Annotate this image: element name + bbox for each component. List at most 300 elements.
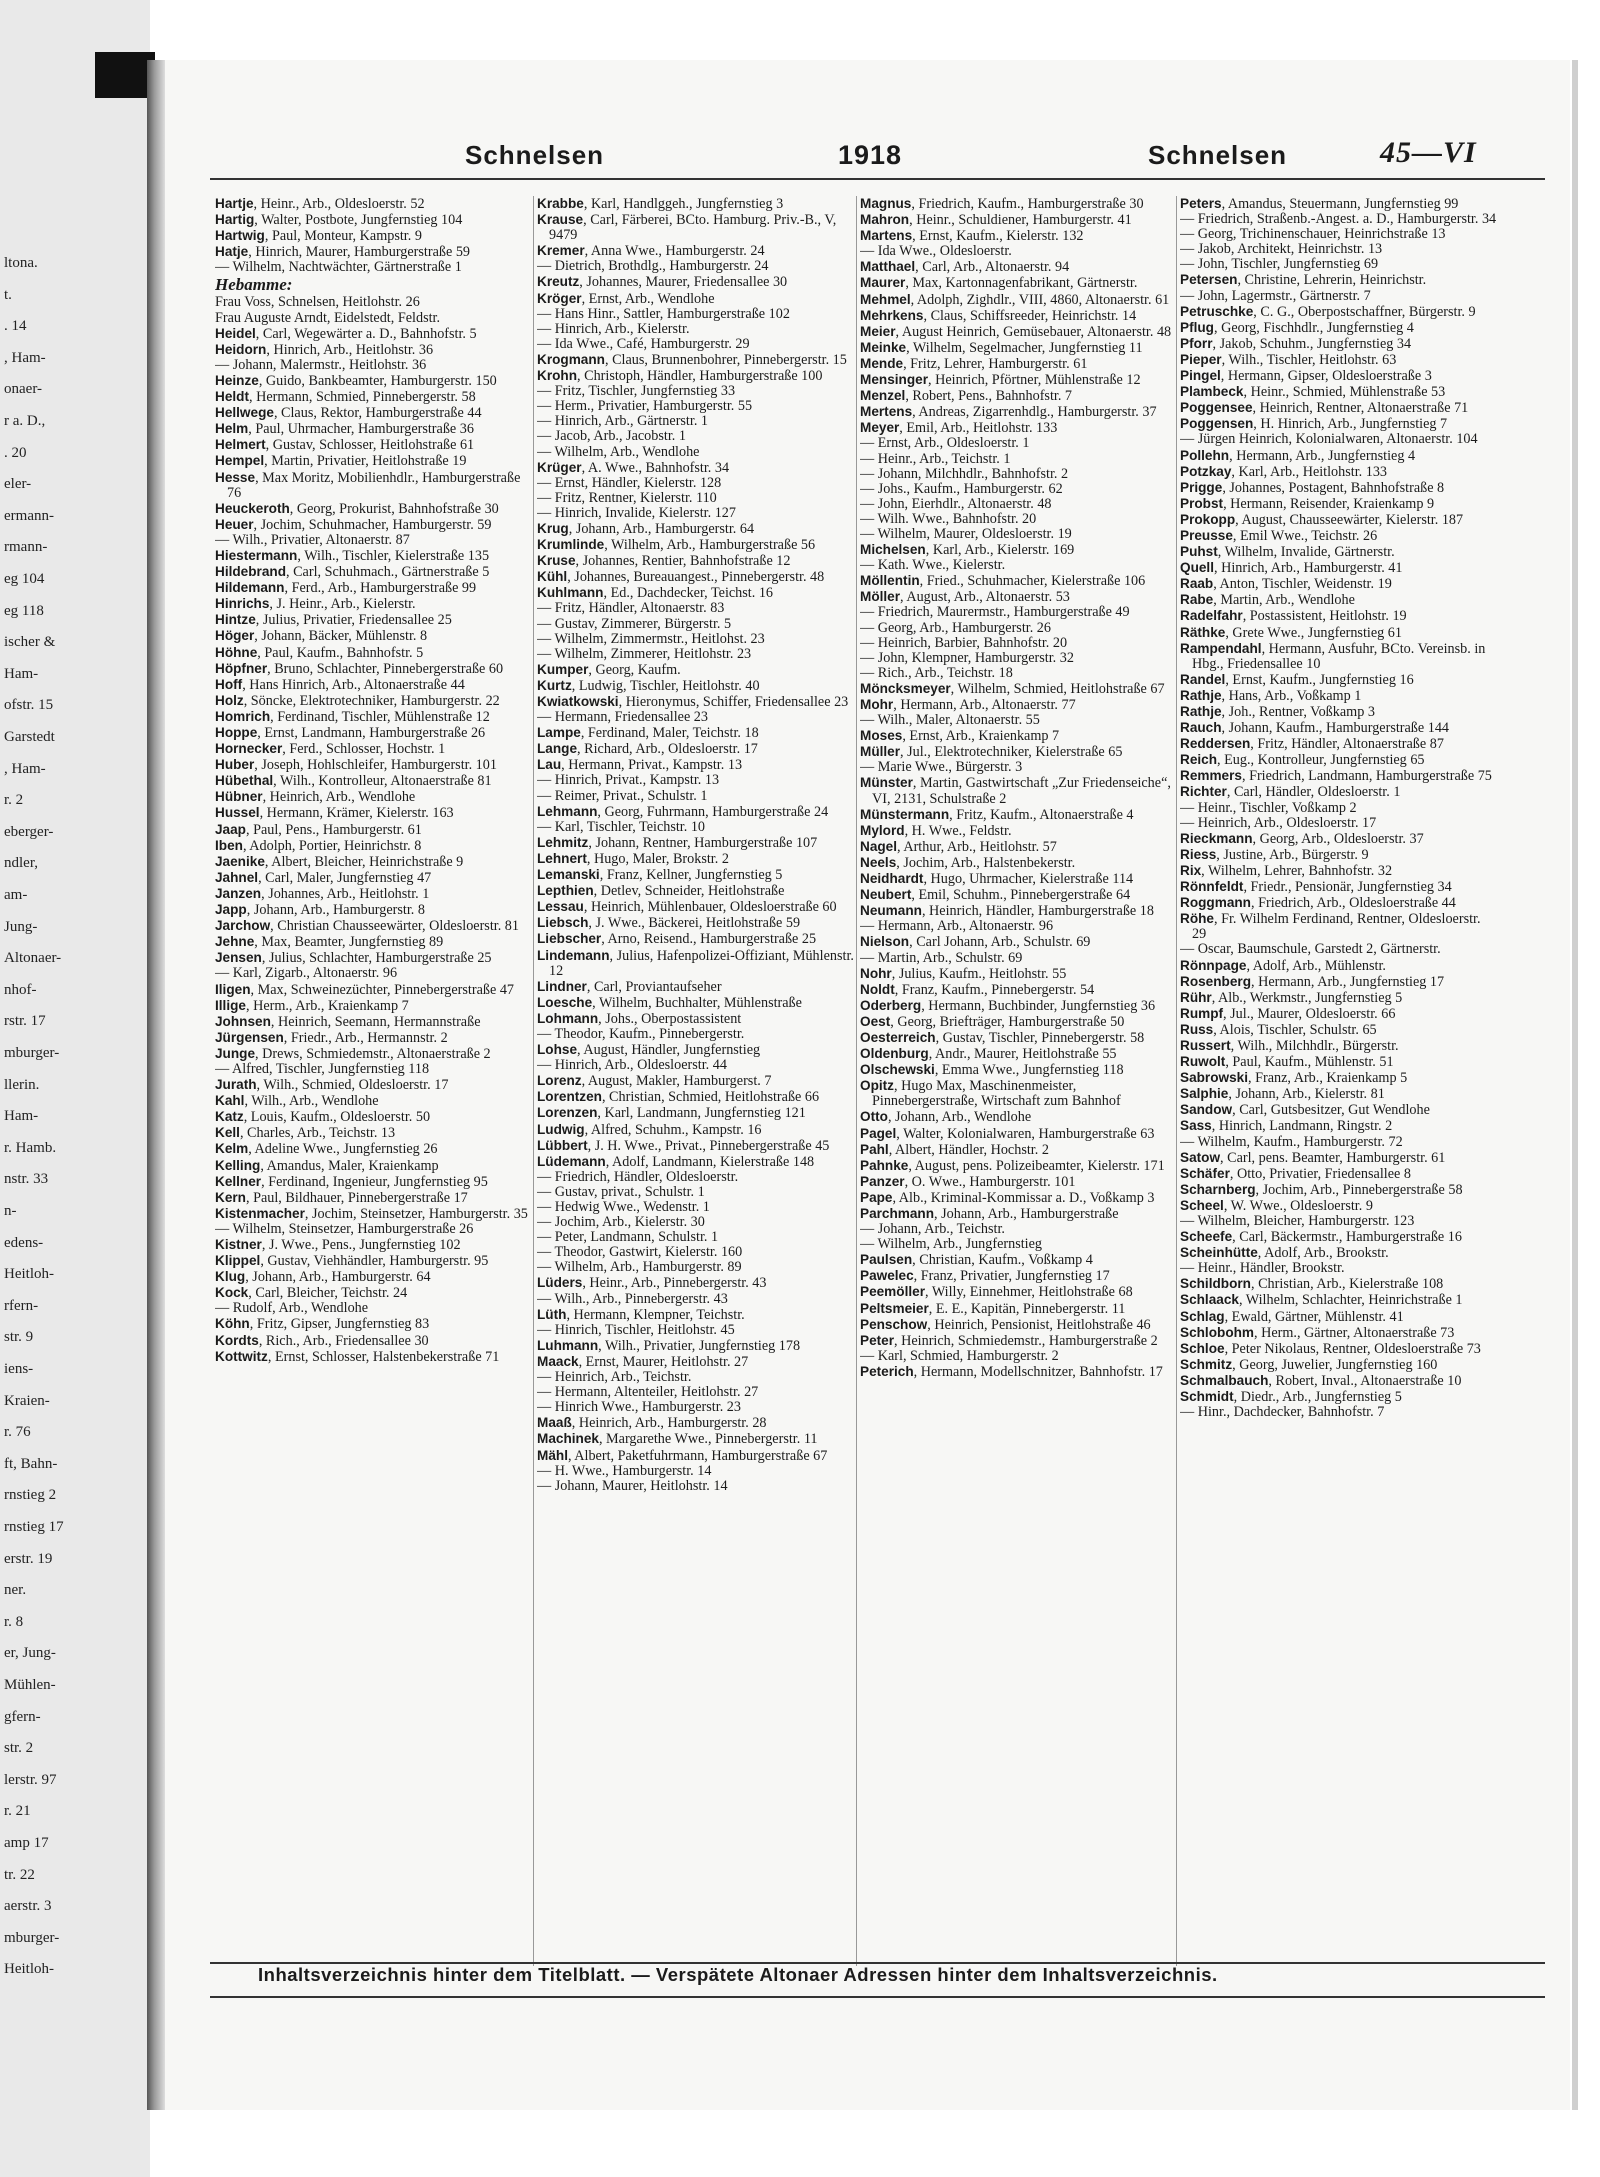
- directory-entry: Neubert, Emil, Schuhm., Pinnebergerstraße 64: [860, 887, 1131, 904]
- directory-entry: Kelm, Adeline Wwe., Jungfernstieg 26: [215, 1141, 438, 1158]
- directory-entry: Hübner, Heinrich, Arb., Wendlohe: [215, 789, 416, 806]
- directory-entry: Lehnert, Hugo, Maler, Brokstr. 2: [537, 850, 729, 867]
- directory-entry: Heinze, Guido, Bankbeamter, Hamburgerstr. 150: [215, 372, 497, 389]
- directory-entry: Möllentin, Fried., Schuhmacher, Kielerstraße 106: [860, 573, 1146, 590]
- directory-entry: — Heinrich, Arb., Oldesloerstr. 17: [1180, 814, 1377, 831]
- directory-entry: — Johann, Malermstr., Heitlohstr. 36: [215, 356, 427, 373]
- directory-entry: Lehmitz, Johann, Rentner, Hamburgerstraße 107: [537, 834, 818, 851]
- directory-entry: Potzkay, Karl, Arb., Heitlohstr. 133: [1180, 463, 1388, 480]
- directory-entry: — Heinr., Tischler, Voßkamp 2: [1180, 799, 1357, 816]
- directory-entry: — Heinrich, Arb., Teichstr.: [537, 1369, 692, 1386]
- directory-entry: Hübethal, Wilh., Kontrolleur, Altonaerstraße 81: [215, 773, 492, 790]
- directory-entry: — Wilh., Maler, Altonaerstr. 55: [860, 712, 1040, 729]
- directory-entry: Roggmann, Friedrich, Arb., Oldesloerstraße 44: [1180, 895, 1456, 912]
- left-page-text-fragment: r. 21: [4, 1803, 31, 1820]
- directory-entry: Lampe, Ferdinand, Maler, Teichstr. 18: [537, 725, 759, 742]
- directory-entry: Heidorn, Hinrich, Arb., Heitlohstr. 36: [215, 341, 434, 358]
- directory-entry: — Friedrich, Händler, Oldesloerstr.: [537, 1168, 739, 1185]
- header-right-title: Schnelsen: [1148, 140, 1288, 170]
- directory-entry: Oesterreich, Gustav, Tischler, Pinnebergerstr. 58: [860, 1029, 1145, 1046]
- directory-entry: Helm, Paul, Uhrmacher, Hamburgerstraße 36: [215, 421, 474, 438]
- directory-entry: Loesche, Wilhelm, Buchhalter, Mühlenstraße: [537, 994, 802, 1011]
- directory-entry: Scheinhütte, Adolf, Arb., Brookstr.: [1180, 1245, 1389, 1262]
- directory-entry: Machinek, Margarethe Wwe., Pinnebergerstr. 11: [537, 1431, 818, 1448]
- directory-entry: Huber, Joseph, Hohlschleifer, Hamburgerstr. 101: [215, 757, 497, 774]
- directory-entry: Köhn, Fritz, Gipser, Jungfernstieg 83: [215, 1316, 430, 1333]
- directory-entry: Pawelec, Franz, Privatier, Jungfernstieg 17: [860, 1268, 1110, 1285]
- directory-entry: Kelling, Amandus, Maler, Kraienkamp: [215, 1157, 439, 1174]
- directory-entry: Pahl, Albert, Händler, Hochstr. 2: [860, 1141, 1049, 1158]
- directory-entry: Schmalbauch, Robert, Inval., Altonaerstraße 10: [1180, 1372, 1462, 1389]
- directory-entry: Reddersen, Fritz, Händler, Altonaerstraße 87: [1180, 736, 1444, 753]
- directory-entry: — Friedrich, Straßenb.-Angest. a. D., Hamburgerstr. 34: [1180, 211, 1497, 228]
- left-page-text-fragment: rfern-: [4, 1297, 39, 1314]
- directory-entry: Ludwig, Alfred, Schuhm., Kampstr. 16: [537, 1121, 762, 1138]
- directory-entry: Kruse, Johannes, Rentier, Bahnhofstraße 12: [537, 553, 791, 570]
- directory-entry: — Wilh., Arb., Pinnebergerstr. 43: [537, 1290, 728, 1307]
- directory-entry: Lessau, Heinrich, Mühlenbauer, Oldesloerstraße 60: [537, 899, 837, 916]
- left-page-text-fragment: Ham-: [4, 1108, 39, 1125]
- directory-entry: Heuckeroth, Georg, Prokurist, Bahnhofstraße 30: [215, 500, 499, 517]
- directory-entry: — Karl, Tischler, Teichstr. 10: [537, 818, 706, 835]
- directory-entry: Iligen, Max, Schweinezüchter, Pinnebergerstraße 47: [215, 981, 515, 998]
- directory-entry: Lemanski, Franz, Kellner, Jungfernstieg 5: [537, 867, 783, 884]
- directory-entry: Mende, Fritz, Lehrer, Hamburgerstr. 61: [860, 355, 1088, 372]
- directory-entry: Radelfahr, Postassistent, Heitlohstr. 19: [1180, 608, 1407, 625]
- directory-entry: Krug, Johann, Arb., Hamburgerstr. 64: [537, 520, 755, 537]
- directory-entry: — Hermann, Arb., Altonaerstr. 96: [860, 918, 1054, 935]
- directory-entry: — Hans Hinr., Sattler, Hamburgerstraße 102: [537, 305, 790, 322]
- directory-entry: Hartig, Walter, Postbote, Jungfernstieg 104: [215, 212, 463, 229]
- directory-entry: Hussel, Hermann, Krämer, Kielerstr. 163: [215, 805, 454, 822]
- directory-entry: Pflug, Georg, Fischhdlr., Jungfernstieg 4: [1180, 319, 1414, 336]
- directory-entry: — Gustav, privat., Schulstr. 1: [537, 1183, 705, 1200]
- directory-entry: Lorentzen, Christian, Schmied, Heitlohstraße 66: [537, 1089, 820, 1106]
- directory-entry: Neidhardt, Hugo, Uhrmacher, Kielerstraße 114: [860, 871, 1134, 888]
- left-page-text-fragment: rstr. 17: [4, 1013, 46, 1030]
- directory-entry: Olschewski, Emma Wwe., Jungfernstieg 118: [860, 1062, 1124, 1079]
- left-page-text-fragment: Heitloh-: [4, 1961, 54, 1978]
- left-page-text-fragment: Altonaer-: [4, 950, 62, 967]
- directory-entry: — Ernst, Händler, Kielerstr. 128: [537, 474, 722, 491]
- left-page-text-fragment: . 20: [4, 444, 27, 461]
- left-page-text-fragment: mburger-: [4, 1929, 60, 1946]
- directory-entry: Remmers, Friedrich, Landmann, Hamburgerstraße 75: [1180, 768, 1492, 785]
- directory-column-1: [215, 196, 533, 1956]
- directory-entry: Rathje, Joh., Rentner, Voßkamp 3: [1180, 704, 1375, 720]
- directory-entry: Kottwitz, Ernst, Schlosser, Halstenbekerstraße 71: [215, 1348, 500, 1365]
- directory-entry: — Gustav, Zimmerer, Bürgerstr. 5: [537, 615, 732, 632]
- directory-entry: Peterich, Hermann, Modellschnitzer, Bahnhofstr. 17: [860, 1363, 1163, 1380]
- directory-entry: Prokopp, August, Chausseewärter, Kielerstr. 187: [1180, 511, 1464, 528]
- left-page-text-fragment: n-: [4, 1203, 17, 1219]
- directory-entry: Opitz, Hugo Max, Maschinenmeister, Pinnebergerstraße, Wirtschaft zum Bahnhof: [860, 1078, 1121, 1110]
- directory-entry: — Karl, Zigarb., Altonaerstr. 96: [215, 965, 398, 982]
- directory-entry: Schloe, Peter Nikolaus, Rentner, Oldesloerstraße 73: [1180, 1340, 1481, 1357]
- directory-entry: — Jochim, Arb., Kielerstr. 30: [537, 1214, 705, 1231]
- footer-rule-bottom: [210, 1996, 1545, 1998]
- directory-entry: Rix, Wilhelm, Lehrer, Bahnhofstr. 32: [1180, 862, 1393, 879]
- left-page-text-fragment: amp 17: [4, 1835, 49, 1851]
- left-page-text-fragment: er, Jung-: [4, 1645, 56, 1662]
- directory-entry: Martens, Ernst, Kaufm., Kielerstr. 132: [860, 228, 1084, 245]
- directory-entry: Parchmann, Johann, Arb., Hamburgerstraße: [860, 1206, 1119, 1222]
- directory-entry: Probst, Hermann, Reisender, Kraienkamp 9: [1180, 495, 1435, 512]
- directory-entry: Nagel, Arthur, Arb., Heitlohstr. 57: [860, 838, 1057, 855]
- directory-entry: Pape, Alb., Kriminal-Kommissar a. D., Voßkamp 3: [860, 1189, 1155, 1206]
- directory-entry: Hornecker, Ferd., Schlosser, Hochstr. 1: [215, 741, 446, 758]
- directory-entry: Möller, August, Arb., Altonaerstr. 53: [860, 589, 1070, 606]
- directory-entry: Otto, Johann, Arb., Wendlohe: [860, 1109, 1032, 1126]
- directory-entry: Pieper, Wilh., Tischler, Heitlohstr. 63: [1180, 351, 1397, 368]
- directory-entry: Plambeck, Heinr., Schmied, Mühlenstraße 53: [1180, 384, 1446, 401]
- directory-entry: — Hinrich, Arb., Kielerstr.: [537, 320, 690, 337]
- directory-entry: — Johann, Milchhdlr., Bahnhofstr. 2: [860, 465, 1069, 482]
- directory-entry: — Wilhelm, Arb., Jungfernstieg: [860, 1236, 1043, 1253]
- directory-entry: Lange, Richard, Arb., Oldesloerstr. 17: [537, 741, 758, 758]
- directory-entry: — Oscar, Baumschule, Garstedt 2, Gärtnerstr.: [1180, 941, 1441, 958]
- page-edge: [1572, 60, 1578, 2110]
- directory-entry: Pahnke, August, pens. Polizeibeamter, Kielerstr. 171: [860, 1157, 1165, 1174]
- left-page-text-fragment: gfern-: [4, 1708, 41, 1725]
- directory-entry: Nohr, Julius, Kaufm., Heitlohstr. 55: [860, 965, 1067, 982]
- left-page-text-fragment: nhof-: [4, 981, 37, 998]
- left-page-text-fragment: , Ham-: [4, 760, 46, 777]
- directory-entry: Heldt, Hermann, Schmied, Pinnebergerstr. 58: [215, 389, 476, 406]
- directory-entry: — Karl, Schmied, Hamburgerstr. 2: [860, 1347, 1059, 1364]
- directory-entry: Petruschke, C. G., Oberpostschaffner, Bürgerstr. 9: [1180, 303, 1476, 320]
- directory-entry: Röhe, Fr. Wilhelm Ferdinand, Rentner, Oldesloerstr. 29: [1180, 911, 1481, 943]
- directory-entry: Hildemann, Ferd., Arb., Hamburgerstraße 99: [215, 580, 477, 597]
- directory-entry: Hoppe, Ernst, Landmann, Hamburgerstraße 26: [215, 725, 486, 741]
- directory-entry: Michelsen, Karl, Arb., Kielerstr. 169: [860, 542, 1075, 559]
- directory-entry: Hildebrand, Carl, Schuhmach., Gärtnerstraße 5: [215, 564, 490, 581]
- directory-entry: Heidel, Carl, Wegewärter a. D., Bahnhofstr. 5: [215, 325, 477, 342]
- directory-entry: Hiestermann, Wilh., Tischler, Kielerstraße 135: [215, 547, 490, 564]
- directory-entry: — Fritz, Rentner, Kielerstr. 110: [537, 489, 717, 506]
- left-page-text-fragment: ndler,: [4, 855, 38, 872]
- directory-entry: Kistenmacher, Jochim, Steinsetzer, Hamburgerstr. 35: [215, 1205, 528, 1222]
- directory-entry: Neumann, Heinrich, Händler, Hamburgerstraße 18: [860, 903, 1154, 920]
- directory-entry: Lüth, Hermann, Klempner, Teichstr.: [537, 1306, 745, 1323]
- directory-entry: — Fritz, Tischler, Jungfernstieg 33: [537, 383, 736, 400]
- directory-entry: — Heinr., Händler, Brookstr.: [1180, 1260, 1345, 1277]
- directory-entry: Jarchow, Christian Chausseewärter, Oldesloerstr. 81: [215, 918, 519, 935]
- directory-entry: — H. Wwe., Hamburgerstr. 14: [537, 1462, 712, 1479]
- directory-entry: Jehne, Max, Beamter, Jungfernstieg 89: [215, 934, 444, 951]
- directory-entry: — Hinrich Wwe., Hamburgerstr. 23: [537, 1399, 741, 1416]
- header-page-number: 45—VI: [1380, 136, 1477, 169]
- directory-entry: Hartje, Heinr., Arb., Oldesloerstr. 52: [215, 196, 425, 212]
- directory-entry: Lindner, Carl, Proviantaufseher: [537, 978, 722, 995]
- directory-entry: Lübbert, J. H. Wwe., Privat., Pinnebergerstraße 45: [537, 1137, 830, 1154]
- directory-entry: — Kath. Wwe., Kielerstr.: [860, 557, 1006, 574]
- directory-entry: Hesse, Max Moritz, Mobilienhdlr., Hamburgerstraße 76: [215, 469, 521, 501]
- left-page-text-fragment: Kraien-: [4, 1392, 50, 1409]
- directory-entry: Mahron, Heinr., Schuldiener, Hamburgerstr. 41: [860, 212, 1132, 229]
- directory-entry: — Peter, Landmann, Schulstr. 1: [537, 1229, 719, 1246]
- directory-entry: Peters, Amandus, Steuermann, Jungfernstieg 99: [1180, 196, 1459, 212]
- directory-entry: — Johann, Arb., Teichstr.: [860, 1221, 1005, 1238]
- directory-entry: Hempel, Martin, Privatier, Heitlohstraße 19: [215, 453, 467, 470]
- directory-entry: Kuhlmann, Ed., Dachdecker, Teichst. 16: [537, 585, 774, 602]
- footer-notice: Inhaltsverzeichnis hinter dem Titelblatt. — Verspätete Altonaer Adressen hinter dem Inhaltsverzeichnis.: [258, 1964, 1218, 1985]
- directory-entry: Matthael, Carl, Arb., Altonaerstr. 94: [860, 259, 1070, 276]
- directory-entry: — Johs., Kaufm., Hamburgerstr. 62: [860, 480, 1063, 497]
- directory-entry: Mohr, Hermann, Arb., Altonaerstr. 77: [860, 697, 1076, 713]
- left-page-text-fragment: Jung-: [4, 918, 38, 935]
- directory-entry: Reich, Eug., Kontrolleur, Jungfernstieg 65: [1180, 752, 1425, 769]
- directory-entry: Lorenz, August, Makler, Hamburgerst. 7: [537, 1073, 772, 1090]
- left-page-fragment: [0, 0, 150, 2177]
- directory-entry: Müller, Jul., Elektrotechniker, Kielerstraße 65: [860, 744, 1123, 761]
- directory-entry: — Herm., Privatier, Hamburgerstr. 55: [537, 398, 753, 415]
- directory-entry: — Hinrich, Invalide, Kielerstr. 127: [537, 504, 736, 521]
- directory-entry: — Hermann, Friedensallee 23: [537, 709, 708, 726]
- directory-entry: Scharnberg, Jochim, Arb., Pinnebergerstraße 58: [1180, 1181, 1463, 1198]
- directory-entry: Kordts, Rich., Arb., Friedensallee 30: [215, 1332, 429, 1349]
- directory-entry: Janzen, Johannes, Arb., Heitlohstr. 1: [215, 885, 430, 902]
- directory-entry: Kellner, Ferdinand, Ingenieur, Jungfernstieg 95: [215, 1173, 488, 1190]
- directory-entry: — Hermann, Altenteiler, Heitlohstr. 27: [537, 1384, 759, 1401]
- directory-entry: Lohmann, Johs., Oberpostassistent: [537, 1010, 742, 1027]
- header-year: 1918: [838, 140, 903, 170]
- directory-entry: Katz, Louis, Kaufm., Oldesloerstr. 50: [215, 1109, 431, 1126]
- directory-entry: — Friedrich, Maurermstr., Hamburgerstraße 49: [860, 604, 1130, 621]
- directory-entry: Mylord, H. Wwe., Feldstr.: [860, 822, 1012, 839]
- directory-entry: — Wilhelm, Bleicher, Hamburgerstr. 123: [1180, 1213, 1415, 1229]
- directory-entry: Räthke, Grete Wwe., Jungfernstieg 61: [1180, 624, 1402, 641]
- directory-entry: Russ, Alois, Tischler, Schulstr. 65: [1180, 1021, 1377, 1038]
- directory-entry: — Alfred, Tischler, Jungfernstieg 118: [215, 1060, 430, 1077]
- left-page-text-fragment: . 14: [4, 318, 27, 335]
- left-page-text-fragment: str. 2: [4, 1740, 34, 1757]
- directory-entry: — Rudolf, Arb., Wendlohe: [215, 1300, 369, 1317]
- left-page-text-fragment: tr. 22: [4, 1866, 35, 1883]
- directory-entry: Hinrichs, J. Heinr., Arb., Kielerstr.: [215, 596, 416, 613]
- left-page-text-fragment: erstr. 19: [4, 1550, 53, 1567]
- directory-entry: Japp, Johann, Arb., Hamburgerstr. 8: [215, 902, 425, 919]
- directory-entry: Meinke, Wilhelm, Segelmacher, Jungfernstieg 11: [860, 339, 1143, 356]
- directory-column-2: [537, 196, 855, 1956]
- left-page-text-fragment: am-: [4, 887, 28, 903]
- directory-entry: Schmidt, Diedr., Arb., Jungfernstieg 5: [1180, 1389, 1402, 1406]
- directory-entry: Sass, Hinrich, Landmann, Ringstr. 2: [1180, 1118, 1393, 1135]
- directory-entry: — Wilhelm, Zimmermstr., Heitlohst. 23: [537, 630, 765, 647]
- left-page-text-fragment: edens-: [4, 1234, 44, 1251]
- directory-entry: Johnsen, Heinrich, Seemann, Hermannstraße: [215, 1013, 481, 1030]
- directory-entry: Schlag, Ewald, Gärtner, Mühlenstr. 41: [1180, 1308, 1404, 1325]
- directory-entry: Quell, Hinrich, Arb., Hamburgerstr. 41: [1180, 560, 1403, 577]
- left-page-text-fragment: lerstr. 97: [4, 1771, 57, 1788]
- directory-entry: — Ida Wwe., Oldesloerstr.: [860, 243, 1012, 260]
- directory-entry: — Marie Wwe., Bürgerstr. 3: [860, 759, 1023, 776]
- directory-entry: Richter, Carl, Händler, Oldesloerstr. 1: [1180, 784, 1401, 801]
- directory-entry: Poggensen, H. Hinrich, Arb., Jungfernstieg 7: [1180, 416, 1448, 433]
- directory-entry: — Wilhelm, Maurer, Oldesloerstr. 19: [860, 525, 1072, 542]
- directory-entry: Schildborn, Christian, Arb., Kielerstraße 108: [1180, 1276, 1444, 1293]
- directory-entry: Schlaack, Wilhelm, Schlachter, Heinrichstraße 1: [1180, 1292, 1463, 1309]
- directory-entry: Höger, Johann, Bäcker, Mühlenstr. 8: [215, 628, 428, 645]
- directory-entry: Maack, Ernst, Maurer, Heitlohstr. 27: [537, 1353, 749, 1370]
- directory-entry: Iben, Adolph, Portier, Heinrichstr. 8: [215, 837, 422, 854]
- left-page-text-fragment: r a. D.,: [4, 413, 46, 429]
- directory-entry: Kühl, Johannes, Bureauangest., Pinnebergerstr. 48: [537, 569, 825, 586]
- directory-entry: Liebscher, Arno, Reisend., Hamburgerstraße 25: [537, 931, 817, 948]
- directory-entry: Luhmann, Wilh., Privatier, Jungfernstieg 178: [537, 1337, 801, 1354]
- directory-entry: — Wilhelm, Zimmerer, Heitlohstr. 23: [537, 645, 752, 662]
- directory-entry: Mähl, Albert, Paketfuhrmann, Hamburgerstraße 67: [537, 1447, 828, 1464]
- directory-entry: Neels, Jochim, Arb., Halstenbekerstr.: [860, 854, 1076, 871]
- left-page-text-fragment: rnstieg 2: [4, 1487, 57, 1504]
- directory-entry: Möncksmeyer, Wilhelm, Schmied, Heitlohstraße 67: [860, 680, 1165, 697]
- left-page-text-fragment: eler-: [4, 476, 32, 493]
- directory-entry: — Ida Wwe., Café, Hamburgerstr. 29: [537, 335, 750, 352]
- directory-entry: Kröger, Ernst, Arb., Wendlohe: [537, 290, 715, 307]
- directory-entry: — Hinrich, Arb., Oldesloerstr. 44: [537, 1057, 727, 1074]
- directory-entry: — Fritz, Händler, Altonaerstr. 83: [537, 600, 725, 617]
- directory-entry: — Wilhelm, Steinsetzer, Hamburgerstraße 26: [215, 1220, 474, 1237]
- left-page-text-fragment: ltona.: [4, 255, 38, 271]
- directory-entry: Rathje, Hans, Arb., Voßkamp 1: [1180, 687, 1362, 704]
- directory-entry: Preusse, Emil Wwe., Teichstr. 26: [1180, 527, 1378, 544]
- left-page-text-fragment: ner.: [4, 1582, 27, 1599]
- directory-entry: Rampendahl, Hermann, Ausfuhr, BCto. Vereinsb. in Hbg., Friedensallee 10: [1180, 640, 1486, 672]
- left-page-text-fragment: Mühlen-: [4, 1677, 56, 1693]
- directory-entry: — Hedwig Wwe., Wedenstr. 1: [537, 1199, 710, 1215]
- directory-entry: Pagel, Walter, Kolonialwaren, Hamburgerstraße 63: [860, 1125, 1155, 1142]
- directory-entry: — Heinrich, Barbier, Bahnhofstr. 20: [860, 634, 1068, 651]
- directory-entry: — Theodor, Kaufm., Pinnebergerstr.: [537, 1025, 745, 1042]
- directory-entry: Rosenberg, Hermann, Arb., Jungfernstieg 17: [1180, 973, 1445, 990]
- directory-entry: Scheefe, Carl, Bäckermstr., Hamburgerstraße 16: [1180, 1229, 1462, 1246]
- left-page-text-fragment: eg 104: [4, 571, 45, 587]
- directory-entry: Petersen, Christine, Lehrerin, Heinrichstr.: [1180, 272, 1427, 289]
- directory-entry: Frau Voss, Schnelsen, Heitlohstr. 26: [215, 294, 420, 311]
- directory-entry: Jahnel, Carl, Maler, Jungfernstieg 47: [215, 869, 432, 886]
- directory-entry: Kistner, J. Wwe., Pens., Jungfernstieg 102: [215, 1237, 461, 1253]
- left-page-text-fragment: r. Hamb.: [4, 1139, 57, 1156]
- directory-entry: Rabe, Martin, Arb., Wendlohe: [1180, 592, 1355, 609]
- directory-entry: Noldt, Franz, Kaufm., Pinnebergerstr. 54: [860, 981, 1095, 998]
- left-page-text-fragment: Ham-: [4, 665, 39, 682]
- directory-entry: Höhne, Paul, Kaufm., Bahnhofstr. 5: [215, 644, 424, 661]
- directory-entry: Kern, Paul, Bildhauer, Pinnebergerstraße 17: [215, 1189, 468, 1206]
- directory-column-4: [1180, 196, 1498, 1956]
- directory-entry: — Hinrich, Arb., Gärtnerstr. 1: [537, 413, 709, 430]
- directory-entry: — Martin, Arb., Schulstr. 69: [860, 949, 1023, 966]
- directory-entry: Liebsch, J. Wwe., Bäckerei, Heitlohstraße 59: [537, 915, 801, 932]
- directory-entry: Panzer, O. Wwe., Hamburgerstr. 101: [860, 1173, 1076, 1190]
- directory-entry: Peter, Heinrich, Schmiedemstr., Hamburgerstraße 2: [860, 1332, 1158, 1349]
- directory-entry: Krohn, Christoph, Händler, Hamburgerstraße 100: [537, 368, 823, 385]
- directory-entry: Jensen, Julius, Schlachter, Hamburgerstraße 25: [215, 950, 492, 967]
- directory-entry: Rumpf, Jul., Maurer, Oldesloerstr. 66: [1180, 1005, 1396, 1022]
- left-page-text-fragment: rnstieg 17: [4, 1519, 64, 1535]
- directory-entry: Pforr, Jakob, Schuhm., Jungfernstieg 34: [1180, 335, 1412, 352]
- directory-entry: Klug, Johann, Arb., Hamburgerstr. 64: [215, 1269, 431, 1286]
- directory-entry: Rieckmann, Georg, Arb., Oldesloerstr. 37: [1180, 830, 1424, 847]
- left-page-text-fragment: iens-: [4, 1361, 34, 1377]
- directory-entry: — John, Eierhdlr., Altonaerstr. 48: [860, 495, 1052, 512]
- directory-entry: Riess, Justine, Arb., Bürgerstr. 9: [1180, 846, 1369, 863]
- left-page-text-fragment: nstr. 33: [4, 1171, 49, 1188]
- directory-entry: Lindemann, Julius, Hafenpolizei-Offiziant, Mühlenstr. 12: [537, 947, 854, 979]
- directory-entry: Rönnfeldt, Friedr., Pensionär, Jungfernstieg 34: [1180, 879, 1452, 896]
- directory-entry: Krabbe, Karl, Handlggeh., Jungfernstieg 3: [537, 196, 784, 212]
- directory-entry: Jürgensen, Friedr., Arb., Hermannstr. 2: [215, 1029, 448, 1046]
- header-rule: [210, 178, 1545, 180]
- left-page-text-fragment: ft, Bahn-: [4, 1455, 58, 1472]
- directory-entry: Klippel, Gustav, Viehhändler, Hamburgerstr. 95: [215, 1253, 489, 1270]
- directory-entry: Kell, Charles, Arb., Teichstr. 13: [215, 1125, 396, 1142]
- directory-entry: Menzel, Robert, Pens., Bahnhofstr. 7: [860, 388, 1073, 405]
- directory-entry: Lohse, August, Händler, Jungfernstieg: [537, 1042, 761, 1059]
- directory-entry: — Jürgen Heinrich, Kolonialwaren, Altonaerstr. 104: [1180, 431, 1478, 448]
- directory-entry: Kremer, Anna Wwe., Hamburgerstr. 24: [537, 243, 765, 260]
- directory-entry: Rauch, Johann, Kaufm., Hamburgerstraße 144: [1180, 720, 1450, 737]
- directory-entry: Lehmann, Georg, Fuhrmann, Hamburgerstraße 24: [537, 803, 829, 820]
- directory-entry: Rönnpage, Adolf, Arb., Mühlenstr.: [1180, 957, 1386, 974]
- directory-entry: — Jakob, Architekt, Heinrichstr. 13: [1180, 241, 1383, 258]
- directory-entry: Russert, Wilh., Milchhdlr., Bürgerstr.: [1180, 1037, 1399, 1054]
- directory-entry: Satow, Carl, pens. Beamter, Hamburgerstr. 61: [1180, 1149, 1446, 1166]
- directory-entry: — Wilhelm, Arb., Wendlohe: [537, 443, 700, 460]
- left-page-text-fragment: llerin.: [4, 1076, 40, 1093]
- directory-entry: Münster, Martin, Gastwirtschaft „Zur Friedenseiche“, VI, 2131, Schulstraße 2: [860, 775, 1171, 807]
- directory-entry: Meyer, Emil, Arb., Heitlohstr. 133: [860, 420, 1058, 437]
- header-left-title: Schnelsen: [465, 140, 605, 170]
- left-page-text-fragment: r. 76: [4, 1424, 31, 1441]
- directory-entry: — Rich., Arb., Teichstr. 18: [860, 664, 1013, 681]
- left-page-text-fragment: r. 8: [4, 1613, 24, 1630]
- directory-entry: Magnus, Friedrich, Kaufm., Hamburgerstraße 30: [860, 196, 1144, 212]
- directory-entry: Schmitz, Georg, Juwelier, Jungfernstieg 160: [1180, 1356, 1438, 1373]
- directory-entry: Prigge, Johannes, Postagent, Bahnhofstraße 8: [1180, 479, 1445, 496]
- column-divider: [856, 196, 857, 1966]
- directory-entry: Sandow, Carl, Gutsbesitzer, Gut Wendlohe: [1180, 1102, 1430, 1119]
- directory-entry: Illige, Herm., Arb., Kraienkamp 7: [215, 997, 409, 1014]
- directory-entry: Peemöller, Willy, Einnehmer, Heitlohstraße 68: [860, 1284, 1133, 1301]
- directory-entry: Raab, Anton, Tischler, Weidenstr. 19: [1180, 576, 1392, 593]
- directory-entry: — John, Klempner, Hamburgerstr. 32: [860, 649, 1074, 666]
- directory-entry: Helmert, Gustav, Schlosser, Heitlohstraße 61: [215, 437, 475, 454]
- left-page-text-fragment: t.: [4, 286, 12, 303]
- left-page-text-fragment: ermann-: [4, 507, 54, 524]
- left-page-text-fragment: Garstedt: [4, 729, 55, 745]
- page-fold-shadow: [147, 60, 165, 2110]
- directory-entry: Hellwege, Claus, Rektor, Hamburgerstraße 44: [215, 405, 482, 422]
- directory-entry: Krogmann, Claus, Brunnenbohrer, Pinnebergerstr. 15: [537, 351, 847, 368]
- directory-entry: — Johann, Maurer, Heitlohstr. 14: [537, 1477, 728, 1494]
- black-tab-marker: [95, 52, 155, 98]
- directory-entry: Mensinger, Heinrich, Pförtner, Mühlenstraße 12: [860, 372, 1141, 389]
- directory-entry: Salphie, Johann, Arb., Kielerstr. 81: [1180, 1086, 1385, 1103]
- directory-entry: Oldenburg, Andr., Maurer, Heitlohstraße 55: [860, 1046, 1117, 1063]
- directory-entry: Peltsmeier, E. E., Kapitän, Pinnebergerstr. 11: [860, 1300, 1126, 1317]
- directory-entry: — Wilhelm, Kaufm., Hamburgerstr. 72: [1180, 1133, 1403, 1150]
- directory-entry: Moses, Ernst, Arb., Kraienkamp 7: [860, 728, 1060, 745]
- directory-entry: Höpfner, Bruno, Schlachter, Pinnebergerstraße 60: [215, 660, 504, 677]
- directory-entry: — Hinrich, Tischler, Heitlohstr. 45: [537, 1321, 735, 1338]
- directory-entry: Heuer, Jochim, Schuhmacher, Hamburgerstr. 59: [215, 516, 492, 533]
- directory-entry: Krumlinde, Wilhelm, Arb., Hamburgerstraße 56: [537, 537, 816, 554]
- left-page-text-fragment: eg 118: [4, 602, 44, 619]
- directory-entry: Krüger, A. Wwe., Bahnhofstr. 34: [537, 459, 730, 476]
- directory-entry: Randel, Ernst, Kaufm., Jungfernstieg 16: [1180, 671, 1414, 688]
- directory-entry: Kahl, Wilh., Arb., Wendlohe: [215, 1093, 379, 1110]
- directory-entry: Schäfer, Otto, Privatier, Friedensallee 8: [1180, 1165, 1411, 1182]
